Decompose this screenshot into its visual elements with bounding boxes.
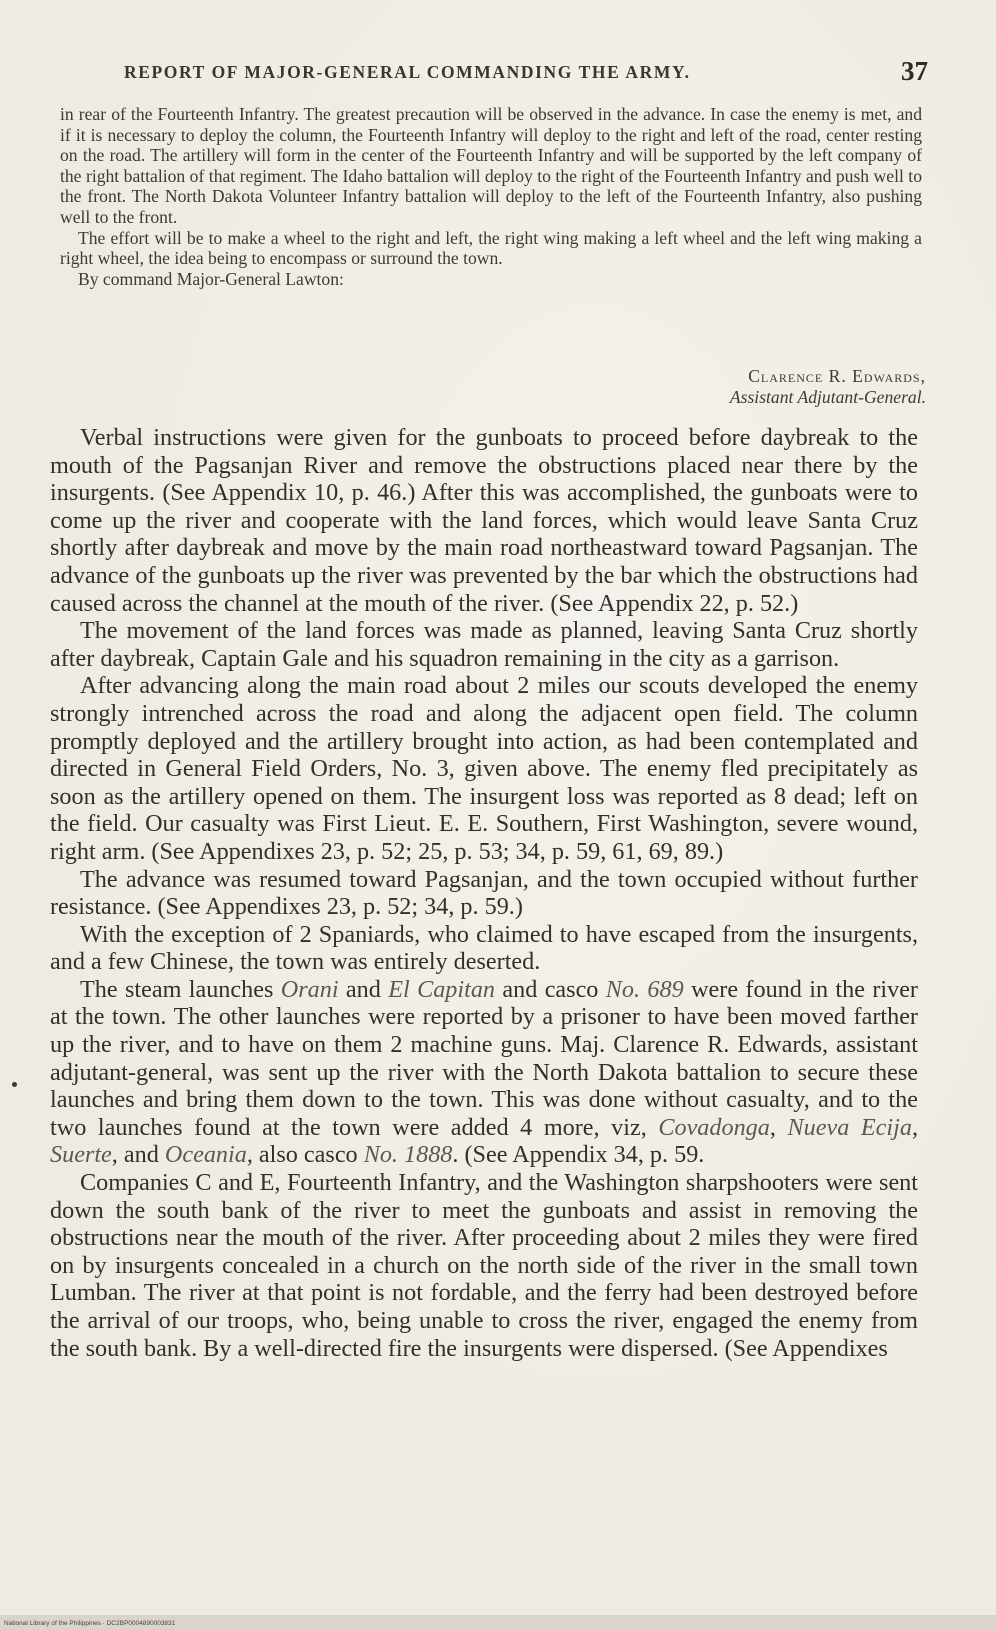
launch-name: Oceania — [164, 1141, 247, 1169]
launch-name: Suerte — [50, 1141, 112, 1169]
launch-name: El Capitan — [388, 975, 496, 1003]
narrative-paragraph: After advancing along the main road about 2 miles our scouts developed the enemy strongly intrenched across the road and along the adjacent open field. The column promptly deployed and the artillery brought into action, as had been contemplated and directed in General Field Orders, No. 3, given above. The enemy fled precipitately as soon as the artillery opened on them. The insurgent loss was reported as 8 dead; left on the field. Our casualty was First Lieut. E. E. Southern, First Washington, severe wound, right arm. (See Appendixes 23, p. 52; 25, p. 53; 34, p. 59, 61, 69, 89.) — [50, 672, 918, 865]
launch-name: Orani — [280, 975, 339, 1003]
narrative-paragraph — [50, 976, 918, 1169]
text-run: , and — [111, 1141, 165, 1169]
text-run: , also casco — [246, 1141, 364, 1169]
field-orders-excerpt — [60, 104, 922, 289]
orders-authority-line: By command Major-General Lawton: — [78, 268, 344, 289]
report-narrative — [50, 424, 918, 1362]
scan-footer-text: National Library of the Philippines · DC2BP0004890003831 — [4, 1620, 176, 1627]
narrative-paragraph: Verbal instructions were given for the gunboats to proceed before daybreak to the mouth of the Pagsanjan River and remove the obstructions placed near there by the insurgents. (See Appendix 10, p. 46.) After this was accomplished, the gunboats were to come up the river and cooperate with the land forces, which would leave Santa Cruz shortly after daybreak and move by the main road northeastward toward Pagsanjan. The advance of the gunboats up the river was prevented by the bar which the obstructions had caused across the channel at the mouth of the river. (See Appendix 22, p. 52.) — [50, 424, 918, 617]
page-header — [120, 56, 930, 90]
orders-paragraph: in rear of the Fourteenth Infantry. The greatest precaution will be observed in the advance. In case the enemy is met, and if it is necessary to deploy the column, the Fourteenth Infantry will deploy to the right and left of the road, center resting on the road. The artillery will form in the center of the Fourteenth Infantry and will be supported by the left company of the right battalion of that regiment. The Idaho battalion will deploy to the right of the Fourteenth Infantry and push well to the front. The North Dakota Volunteer Infantry battalion will deploy to the left of the Fourteenth Infantry, also pushing well to the front. — [60, 104, 922, 227]
narrative-paragraph: Companies C and E, Fourteenth Infantry, and the Washington sharpshooters were sent down the south bank of the river to meet the gunboats and assist in removing the obstructions near the mouth of the river. After proceeding about 2 miles they were fired on by insurgents concealed in a church on the north side of the river in the small town Lumban. The river at that point is not fordable, and the ferry had been destroyed before the arrival of our troops, who, being unable to cross the river, engaged the enemy from the south bank. By a well-directed fire the insurgents were dispersed. (See Appendixes — [50, 1169, 918, 1362]
launch-name: Nueva Ecija — [787, 1113, 912, 1141]
scan-footer — [0, 1615, 996, 1629]
text-run: and casco — [495, 975, 606, 1003]
launch-name: Covadonga — [658, 1113, 770, 1141]
running-head: REPORT OF MAJOR-GENERAL COMMANDING THE ARMY. — [124, 62, 691, 82]
casco-number: No. 689 — [605, 975, 684, 1003]
orders-paragraph: The effort will be to make a wheel to the right and left, the right wing making a left wheel and the left wing making a right wheel, the idea being to encompass or surround the town. — [60, 227, 922, 269]
text-run: were found in the river at the town. The other launches were reported by a prisoner to have been moved farther up the river, and to have on them 2 machine guns. Maj. Clarence R. Edwards, assistant adjutant-general, was sent up the river with the North Dakota battalion to secure these launches and bring them down to the town. This was done without casualty, and to the two launches found at the town were added 4 more, viz, — [50, 975, 918, 1141]
casco-number: No. 1888 — [363, 1141, 453, 1169]
narrative-paragraph: The advance was resumed toward Pagsanjan, and the town occupied without further resistance. (See Appendixes 23, p. 52; 34, p. 59.) — [50, 865, 918, 921]
margin-mark — [12, 1082, 17, 1087]
page-number: 37 — [901, 56, 928, 86]
signature-title: Assistant Adjutant-General. — [729, 386, 926, 407]
text-run: The steam launches — [80, 975, 281, 1003]
text-run: and — [338, 975, 389, 1003]
text-run: , — [769, 1113, 788, 1141]
text-run: , — [911, 1113, 918, 1141]
signature-block — [730, 366, 926, 407]
text-run: . (See Appendix 34, p. 59. — [452, 1141, 705, 1169]
narrative-paragraph: The movement of the land forces was made as planned, leaving Santa Cruz shortly after daybreak, Captain Gale and his squadron remaining in the city as a garrison. — [50, 617, 918, 672]
narrative-paragraph: With the exception of 2 Spaniards, who claimed to have escaped from the insurgents, and a few Chinese, the town was entirely deserted. — [50, 920, 918, 976]
signature-name: Clarence R. Edwards, — [748, 366, 926, 386]
